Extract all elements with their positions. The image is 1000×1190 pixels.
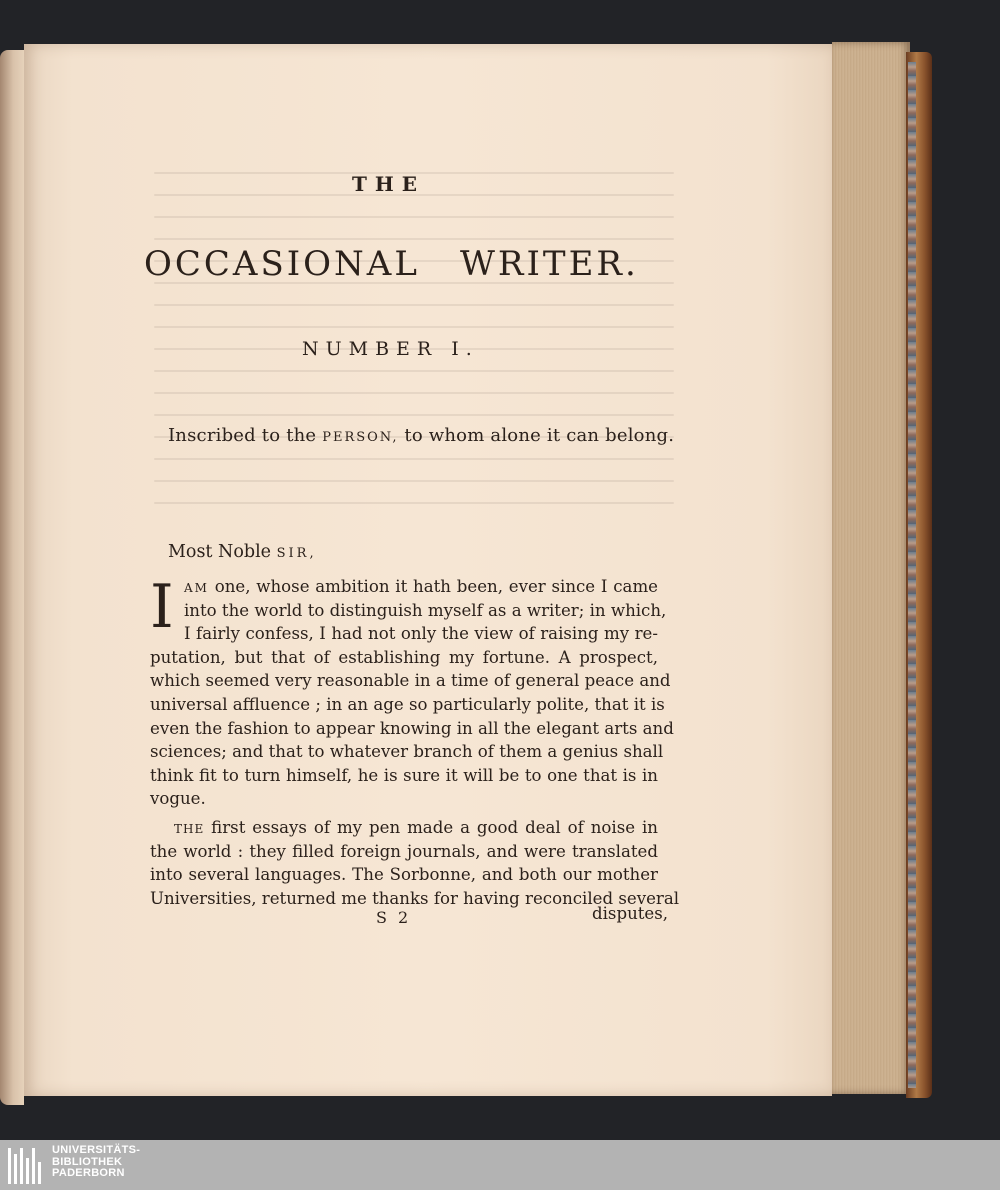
text-line: putation, but that of establishing my fortune. A prospect, (150, 647, 658, 667)
library-name-line: PADERBORN (52, 1167, 125, 1179)
library-name (52, 1145, 140, 1180)
library-footer (0, 1140, 1000, 1190)
salutation-text: Most Noble (168, 542, 277, 562)
text-line: even the fashion to appear knowing in all the elegant arts and (150, 718, 674, 738)
paragraph-2 (150, 816, 680, 910)
text-line: the world : they filled foreign journals, and were translated (150, 841, 658, 861)
dedication-line (168, 425, 674, 446)
small-caps-word: THE (174, 822, 205, 836)
page-fore-edge (832, 42, 910, 1094)
text-line: into the world to distinguish myself as a writer; in which, (184, 600, 667, 620)
drop-cap: I (150, 572, 174, 642)
marbled-edge (908, 62, 916, 1088)
text-line (150, 575, 658, 599)
book-page (24, 44, 832, 1096)
page-title (144, 244, 639, 284)
salutation-sir: SIR, (276, 546, 317, 561)
text-line: sciences; and that to whatever branch of them a genius shall (150, 742, 664, 762)
library-name-line: UNIVERSITÄTS- (52, 1144, 141, 1156)
dedication-text: Inscribed to the (168, 425, 323, 446)
line-text: first essays of my pen made a good deal of noise in (204, 818, 658, 837)
text-line: I fairly confess, I had not only the view of raising my re- (184, 624, 658, 644)
paragraph-1 (150, 572, 674, 811)
dedication-person: PERSON, (322, 430, 399, 445)
small-caps-word: AM (184, 581, 209, 595)
left-page-edge (0, 50, 24, 1105)
line-text: one, whose ambition it hath been, ever since I came (208, 577, 658, 596)
dedication-text-end: to whom alone it can belong. (398, 425, 675, 446)
bleed-through-text (154, 152, 674, 592)
text-line (150, 816, 658, 840)
text-line: universal affluence ; in an age so particularly polite, that it is (150, 694, 665, 714)
heading-the: THE (352, 172, 426, 196)
text-line: Universities, returned me thanks for having reconciled several (150, 888, 680, 908)
text-line: vogue. (150, 789, 206, 809)
salutation (168, 542, 317, 562)
library-name-line: BIBLIOTHEK (52, 1155, 123, 1168)
title-word-1: OCCASIONAL (144, 244, 420, 284)
signature-mark: S 2 (376, 908, 412, 927)
text-line: which seemed very reasonable in a time of general peace and (150, 671, 671, 691)
title-word-2: WRITER. (459, 244, 639, 284)
library-logo-icon (8, 1148, 46, 1184)
number-heading: NUMBER I. (302, 338, 479, 360)
catchword: disputes, (592, 904, 669, 923)
text-line: think fit to turn himself, he is sure it will be to one that is in (150, 765, 658, 785)
text-line: into several languages. The Sorbonne, and both our mother (150, 865, 658, 885)
